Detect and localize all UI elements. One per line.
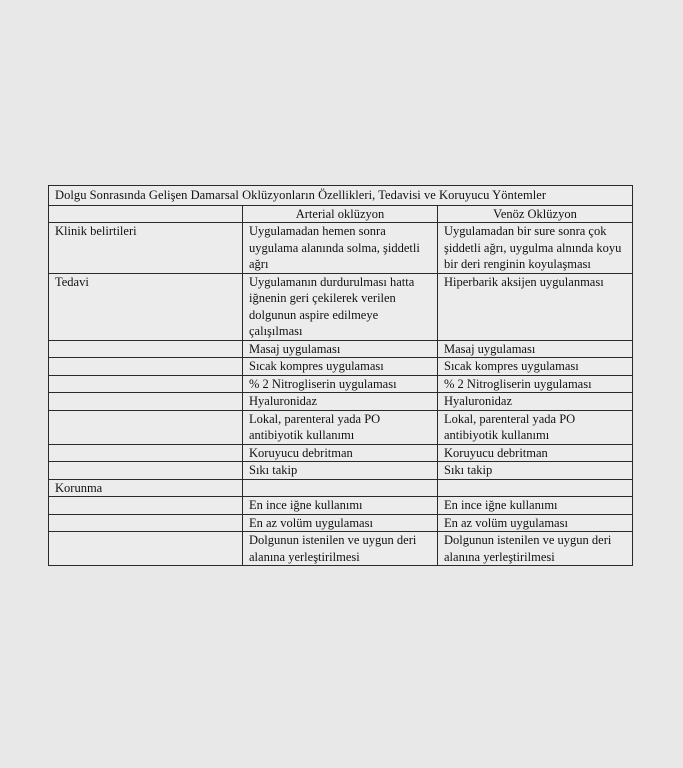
comparison-table	[48, 185, 633, 566]
table-title: Dolgu Sonrasında Gelişen Damarsal Oklüzyonların Özellikleri, Tedavisi ve Koruyucu Yöntemler	[49, 186, 633, 206]
venous-cell: Koruyucu debritman	[438, 444, 633, 462]
venous-cell: Hiperbarik aksijen uygulanması	[438, 273, 633, 340]
row-label	[49, 514, 243, 532]
row-label: Korunma	[49, 479, 243, 497]
table-row	[49, 375, 633, 393]
row-label	[49, 444, 243, 462]
venous-cell: Sıkı takip	[438, 462, 633, 480]
arterial-cell: Koruyucu debritman	[243, 444, 438, 462]
row-label	[49, 358, 243, 376]
arterial-cell: En az volüm uygulaması	[243, 514, 438, 532]
arterial-cell: Sıcak kompres uygulaması	[243, 358, 438, 376]
table-row	[49, 340, 633, 358]
table-header-row	[49, 205, 633, 223]
arterial-cell: Sıkı takip	[243, 462, 438, 480]
arterial-cell: Hyaluronidaz	[243, 393, 438, 411]
row-label	[49, 532, 243, 566]
venous-cell: Hyaluronidaz	[438, 393, 633, 411]
arterial-cell: Uygulamadan hemen sonra uygulama alanında solma, şiddetli ağrı	[243, 223, 438, 274]
row-label	[49, 393, 243, 411]
venous-cell: En az volüm uygulaması	[438, 514, 633, 532]
venous-cell: Sıcak kompres uygulaması	[438, 358, 633, 376]
row-label: Tedavi	[49, 273, 243, 340]
row-label: Klinik belirtileri	[49, 223, 243, 274]
venous-cell: Uygulamadan bir sure sonra çok şiddetli ağrı, uygulma alnında koyu bir deri renginin koyulaşması	[438, 223, 633, 274]
row-label	[49, 462, 243, 480]
header-venous: Venöz Oklüzyon	[438, 205, 633, 223]
table-row	[49, 410, 633, 444]
table-title-row	[49, 186, 633, 206]
row-label	[49, 497, 243, 515]
header-arterial: Arterial oklüzyon	[243, 205, 438, 223]
table-row	[49, 273, 633, 340]
arterial-cell	[243, 479, 438, 497]
arterial-cell: Masaj uygulaması	[243, 340, 438, 358]
table-row	[49, 497, 633, 515]
venous-cell: Dolgunun istenilen ve uygun deri alanına yerleştirilmesi	[438, 532, 633, 566]
arterial-cell: Dolgunun istenilen ve uygun deri alanına yerleştirilmesi	[243, 532, 438, 566]
table-row	[49, 223, 633, 274]
table-row	[49, 479, 633, 497]
venous-cell: % 2 Nitrogliserin uygulaması	[438, 375, 633, 393]
venous-cell	[438, 479, 633, 497]
row-label	[49, 340, 243, 358]
header-cell-empty	[49, 205, 243, 223]
table-row	[49, 444, 633, 462]
table-row	[49, 358, 633, 376]
arterial-cell: En ince iğne kullanımı	[243, 497, 438, 515]
table-row	[49, 532, 633, 566]
arterial-cell: Uygulamanın durdurulması hatta iğnenin geri çekilerek verilen dolgunun aspire edilmeye çalışılması	[243, 273, 438, 340]
table-row	[49, 514, 633, 532]
arterial-cell: % 2 Nitrogliserin uygulaması	[243, 375, 438, 393]
table-row	[49, 462, 633, 480]
arterial-cell: Lokal, parenteral yada PO antibiyotik kullanımı	[243, 410, 438, 444]
venous-cell: Masaj uygulaması	[438, 340, 633, 358]
row-label	[49, 375, 243, 393]
venous-cell: Lokal, parenteral yada PO antibiyotik kullanımı	[438, 410, 633, 444]
table-row	[49, 393, 633, 411]
venous-cell: En ince iğne kullanımı	[438, 497, 633, 515]
row-label	[49, 410, 243, 444]
